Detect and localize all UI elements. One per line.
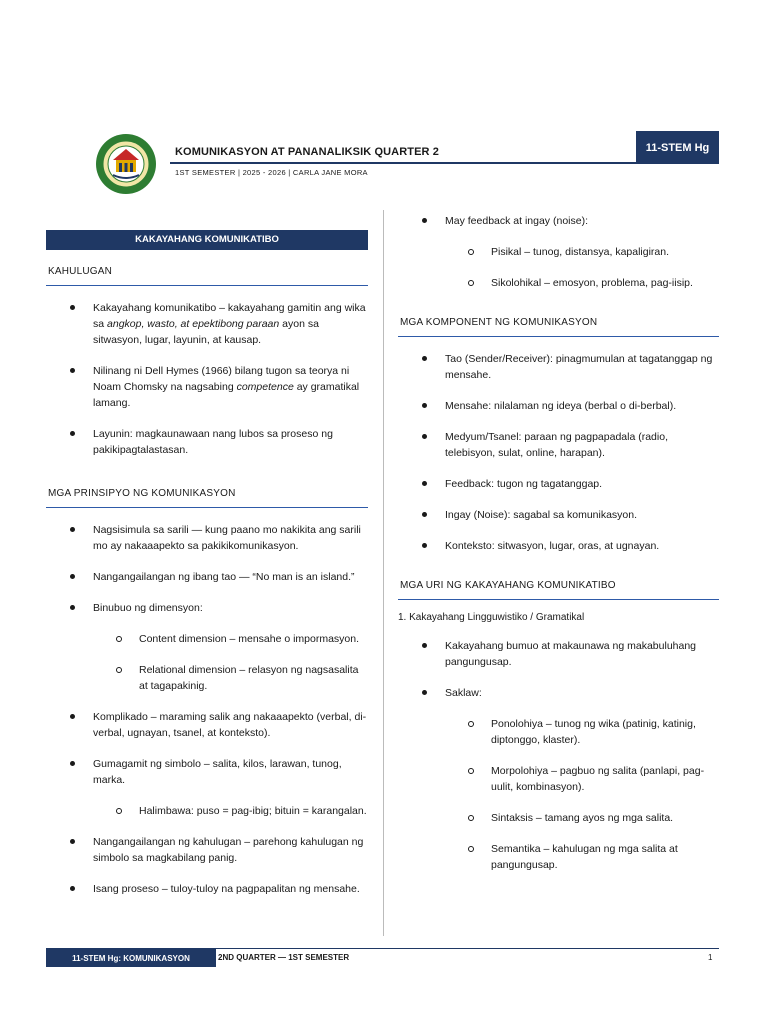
feedback-list xyxy=(398,213,719,291)
list-item: Ingay (Noise): sagabal sa komunikasyon. xyxy=(398,507,719,523)
circle-bullet-icon xyxy=(116,808,122,814)
section-banner: KAKAYAHANG KOMUNIKATIBO xyxy=(46,230,368,250)
circle-bullet-icon xyxy=(468,768,474,774)
circle-bullet-icon xyxy=(468,721,474,727)
list-item: Layunin: magkaunawaan nang lubos sa proseso ng pakikipagtalastasan. xyxy=(46,426,368,458)
column-divider xyxy=(383,210,384,936)
list-item: Saklaw: Ponolohiya – tunog ng wika (patinig, katinig, diptonggo, klaster). Morpolohiya – pagbuo ng salita (panlapi, pag-uulit, kombinasyon). Sintaksis – tamang ayos ng mga salita. Semantika – kahulugan ng mga salita at pangungusap. xyxy=(398,685,719,873)
sub-list-item: Ponolohiya – tunog ng wika (patinig, katinig, diptonggo, klaster). xyxy=(445,716,719,748)
sub-list xyxy=(445,716,719,873)
bullet-icon xyxy=(70,527,75,532)
bullet-icon xyxy=(70,714,75,719)
list-item: Binubuo ng dimensyon: Content dimension – mensahe o impormasyon. Relational dimension – relasyon ng nagsasalita at tagapakinig. xyxy=(46,600,368,694)
sub-list xyxy=(445,244,719,291)
bullet-icon xyxy=(422,512,427,517)
list-item: Komplikado – maraming salik ang nakaaapekto (verbal, di-verbal, ugnayan, tsanel, at konteksto). xyxy=(46,709,368,741)
heading-komponent: MGA KOMPONENT NG KOMUNIKASYON xyxy=(398,315,719,337)
bullet-icon xyxy=(70,839,75,844)
document-title: KOMUNIKASYON AT PANANALIKSIK QUARTER 2 xyxy=(175,146,439,158)
list-item: Gumagamit ng simbolo – salita, kilos, larawan, tunog, marka. Halimbawa: puso = pag-ibig; bituin = karangalan. xyxy=(46,756,368,819)
heading-prinsipyo: MGA PRINSIPYO NG KOMUNIKASYON xyxy=(46,486,368,508)
circle-bullet-icon xyxy=(116,636,122,642)
circle-bullet-icon xyxy=(116,667,122,673)
circle-bullet-icon xyxy=(468,846,474,852)
bullet-icon xyxy=(422,434,427,439)
bullet-icon xyxy=(422,481,427,486)
kahulugan-list xyxy=(46,300,368,458)
bullet-icon xyxy=(70,761,75,766)
heading-kahulugan: KAHULUGAN xyxy=(46,264,368,286)
circle-bullet-icon xyxy=(468,815,474,821)
bullet-icon xyxy=(70,605,75,610)
bullet-icon xyxy=(70,886,75,891)
list-item: Feedback: tugon ng tagatanggap. xyxy=(398,476,719,492)
sub-list-item: Halimbawa: puso = pag-ibig; bituin = karangalan. xyxy=(93,803,368,819)
sub-list-item: Content dimension – mensahe o impormasyon. xyxy=(93,631,368,647)
uri-list xyxy=(398,638,719,873)
bullet-icon xyxy=(70,574,75,579)
sub-list-item: Sintaksis – tamang ayos ng mga salita. xyxy=(445,810,719,826)
list-item: Konteksto: sitwasyon, lugar, oras, at ugnayan. xyxy=(398,538,719,554)
bullet-icon xyxy=(70,305,75,310)
footer-label: 11-STEM Hg: KOMUNIKASYON xyxy=(46,949,216,967)
list-item: Nangangailangan ng kahulugan – parehong kahulugan ng simbolo sa magkabilang panig. xyxy=(46,834,368,866)
sub-list-item: Morpolohiya – pagbuo ng salita (panlapi, pag-uulit, kombinasyon). xyxy=(445,763,719,795)
komponent-list xyxy=(398,351,719,554)
list-item: May feedback at ingay (noise): Pisikal – tunog, distansya, kapaligiran. Sikolohikal – emosyon, problema, pag-iisip. xyxy=(398,213,719,291)
list-item: Kakayahang komunikatibo – kakayahang gamitin ang wika sa angkop, wasto, at epektibong paraan ayon sa sitwasyon, lugar, layunin, at kausap. xyxy=(46,300,368,348)
page-number: 1 xyxy=(708,953,713,962)
circle-bullet-icon xyxy=(468,249,474,255)
list-item: Kakayahang bumuo at makaunawa ng makabuluhang pangungusap. xyxy=(398,638,719,670)
subsection-title: 1. Kakayahang Lingguwistiko / Gramatikal xyxy=(398,612,585,623)
bullet-icon xyxy=(422,543,427,548)
list-item: Isang proseso – tuloy-tuloy na pagpapalitan ng mensahe. xyxy=(46,881,368,897)
bullet-icon xyxy=(422,690,427,695)
section-badge: 11-STEM Hg xyxy=(636,131,719,164)
list-item: Nilinang ni Dell Hymes (1966) bilang tugon sa teorya ni Noam Chomsky na nagsabing competence ay gramatikal lamang. xyxy=(46,363,368,411)
bullet-icon xyxy=(422,403,427,408)
list-item: Medyum/Tsanel: paraan ng pagpapadala (radio, telebisyon, sulat, online, harapan). xyxy=(398,429,719,461)
sub-list-item: Sikolohikal – emosyon, problema, pag-iisip. xyxy=(445,275,719,291)
list-item: Mensahe: nilalaman ng ideya (berbal o di-berbal). xyxy=(398,398,719,414)
left-column xyxy=(46,218,368,897)
sub-list xyxy=(93,803,368,819)
bullet-icon xyxy=(70,431,75,436)
sub-list-item: Semantika – kahulugan ng mga salita at pangungusap. xyxy=(445,841,719,873)
sub-list xyxy=(93,631,368,694)
right-column xyxy=(398,210,719,873)
footer-term: 2ND QUARTER — 1ST SEMESTER xyxy=(218,953,350,962)
bullet-icon xyxy=(422,218,427,223)
heading-uri: MGA URI NG KAKAYAHANG KOMUNIKATIBO xyxy=(398,578,719,600)
bullet-icon xyxy=(70,368,75,373)
list-item: Tao (Sender/Receiver): pinagmumulan at tagatanggap ng mensahe. xyxy=(398,351,719,383)
circle-bullet-icon xyxy=(468,280,474,286)
sub-list-item: Pisikal – tunog, distansya, kapaligiran. xyxy=(445,244,719,260)
prinsipyo-list xyxy=(46,522,368,897)
bullet-icon xyxy=(422,643,427,648)
list-item: Nagsisimula sa sarili — kung paano mo nakikita ang sarili mo ay nakaaapekto sa pakikikomunikasyon. xyxy=(46,522,368,554)
document-subtitle: 1ST SEMESTER | 2025 - 2026 | CARLA JANE MORA xyxy=(175,168,368,177)
sub-list-item: Relational dimension – relasyon ng nagsasalita at tagapakinig. xyxy=(93,662,368,694)
bullet-icon xyxy=(422,356,427,361)
list-item: Nangangailangan ng ibang tao — “No man is an island.” xyxy=(46,569,368,585)
school-seal-icon xyxy=(95,133,157,195)
